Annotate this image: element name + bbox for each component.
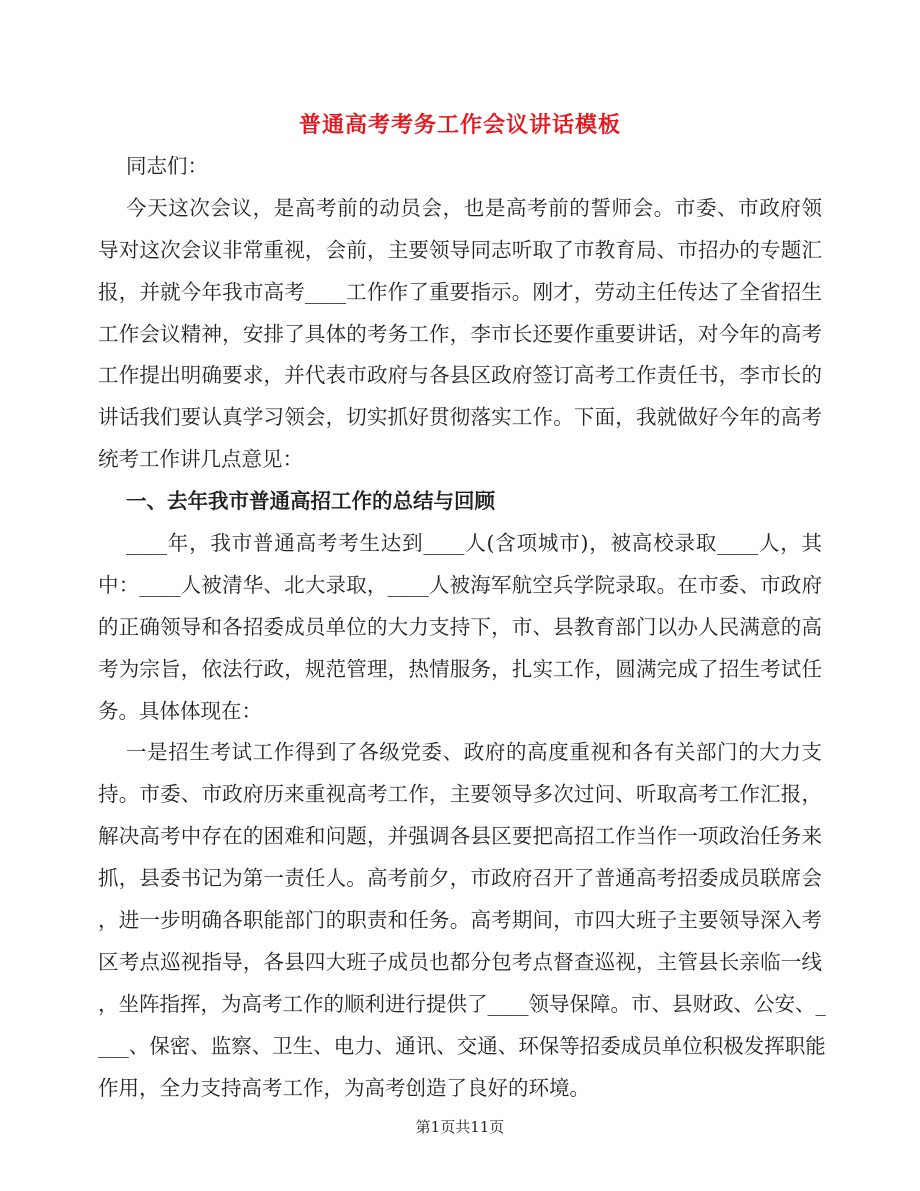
text-line: 工作会议精神，安排了具体的考务工作，李市长还要作重要讲话，对今年的高考 bbox=[98, 321, 822, 346]
text-line: ，坐阵指挥，为高考工作的顺利进行提供了____领导保障。市、县财政、公安、_ bbox=[98, 991, 826, 1016]
text-line: 解决高考中存在的困难和问题，并强调各县区要把高招工作当作一项政治任务来 bbox=[98, 824, 822, 849]
text-line: 的正确领导和各招委成员单位的大力支持下，市、县教育部门以办人民满意的高 bbox=[98, 614, 822, 639]
text-line: ___、保密、监察、卫生、电力、通讯、交通、环保等招委成员单位积极发挥职能 bbox=[98, 1033, 826, 1058]
text-line: 导对这次会议非常重视，会前，主要领导同志听取了市教育局、市招办的专题汇 bbox=[98, 237, 822, 262]
text-line: 工作提出明确要求，并代表市政府与各县区政府签订高考工作责任书，李市长的 bbox=[98, 363, 822, 388]
text-line: 抓，县委书记为第一责任人。高考前夕，市政府召开了普通高考招委成员联席会 bbox=[98, 866, 822, 891]
text-line: 讲话我们要认真学习领会，切实抓好贯彻落实工作。下面，我就做好今年的高考 bbox=[98, 405, 822, 430]
text-line: 考为宗旨，依法行政，规范管理，热情服务，扎实工作，圆满完成了招生考试任 bbox=[98, 656, 822, 681]
text-line: 务。具体体现在： bbox=[98, 698, 262, 723]
text-line: 中：____人被清华、北大录取，____人被海军航空兵学院录取。在市委、市政府 bbox=[98, 572, 822, 597]
paragraph bbox=[98, 523, 822, 732]
text-line: 作用，全力支持高考工作，为高考创造了良好的环境。 bbox=[98, 1075, 590, 1100]
page-number: 第1页共11页 bbox=[415, 1118, 505, 1136]
section-heading bbox=[98, 481, 822, 523]
document-title: 普通高考考务工作会议讲话模板 bbox=[298, 112, 621, 138]
paragraph bbox=[98, 732, 826, 1109]
text-line: 今天这次会议，是高考前的动员会，也是高考前的誓师会。市委、市政府领 bbox=[126, 195, 822, 220]
text-line: 统考工作讲几点意见： bbox=[98, 447, 303, 472]
paragraph bbox=[98, 188, 822, 481]
text-line: 报，并就今年我市高考____工作作了重要指示。刚才，劳动主任传达了全省招生 bbox=[98, 279, 822, 304]
text-line: ，进一步明确各职能部门的职责和任务。高考期间，市四大班子主要领导深入考 bbox=[98, 908, 822, 933]
text-line: 一是招生考试工作得到了各级党委、政府的高度重视和各有关部门的大力支 bbox=[126, 740, 822, 765]
text-line: ____年，我市普通高考考生达到____人(含项城市)，被高校录取____人，其 bbox=[126, 531, 822, 556]
salutation: 同志们： bbox=[126, 154, 208, 178]
text-line: 区考点巡视指导，各县四大班子成员也都分包考点督查巡视，主管县长亲临一线 bbox=[98, 949, 822, 974]
text-line: 一、去年我市普通高招工作的总结与回顾 bbox=[126, 489, 495, 514]
text-line: 持。市委、市政府历来重视高考工作，主要领导多次过问、听取高考工作汇报， bbox=[98, 782, 822, 807]
document-body bbox=[98, 146, 826, 1109]
